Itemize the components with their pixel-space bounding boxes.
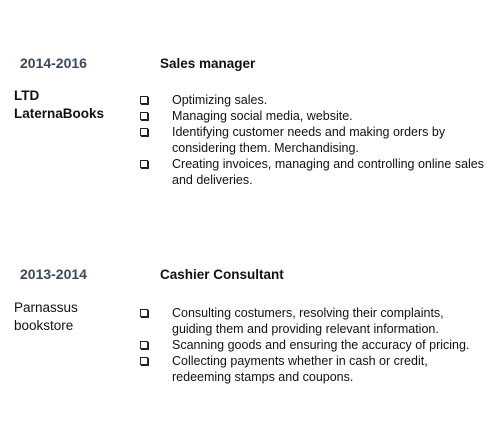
duty-text: Optimizing sales. xyxy=(172,93,268,107)
period-years: 2013-2014 xyxy=(20,266,87,282)
checkbox-bullet-icon xyxy=(140,309,148,317)
checkbox-bullet-icon xyxy=(140,357,148,365)
duty-text: Managing social media, website. xyxy=(172,109,353,123)
company-line: LTD xyxy=(14,88,40,103)
job-title: Cashier Consultant xyxy=(160,267,284,282)
duty-text: Scanning goods and ensuring the accuracy of pricing. xyxy=(172,338,470,352)
duty-text: Consulting costumers, resolving their complaints, guiding them and providing relevant information. xyxy=(172,306,444,336)
period-years: 2014-2016 xyxy=(20,55,87,71)
duty-item xyxy=(137,353,487,385)
company-name xyxy=(14,299,134,335)
duty-item xyxy=(137,337,487,353)
company-line: Parnassus xyxy=(14,300,78,315)
duty-text: Identifying customer needs and making orders by considering them. Merchandising. xyxy=(172,125,446,155)
company-line: bookstore xyxy=(14,318,74,333)
job-title: Sales manager xyxy=(160,56,256,71)
checkbox-bullet-icon xyxy=(140,341,148,349)
duty-text: Creating invoices, managing and controlling online sales and deliveries. xyxy=(172,157,484,187)
duties-list xyxy=(137,305,487,385)
duty-item xyxy=(137,305,487,337)
duty-text: Collecting payments whether in cash or credit, redeeming stamps and coupons. xyxy=(172,354,428,384)
company-line: LaternaBooks xyxy=(14,106,105,121)
